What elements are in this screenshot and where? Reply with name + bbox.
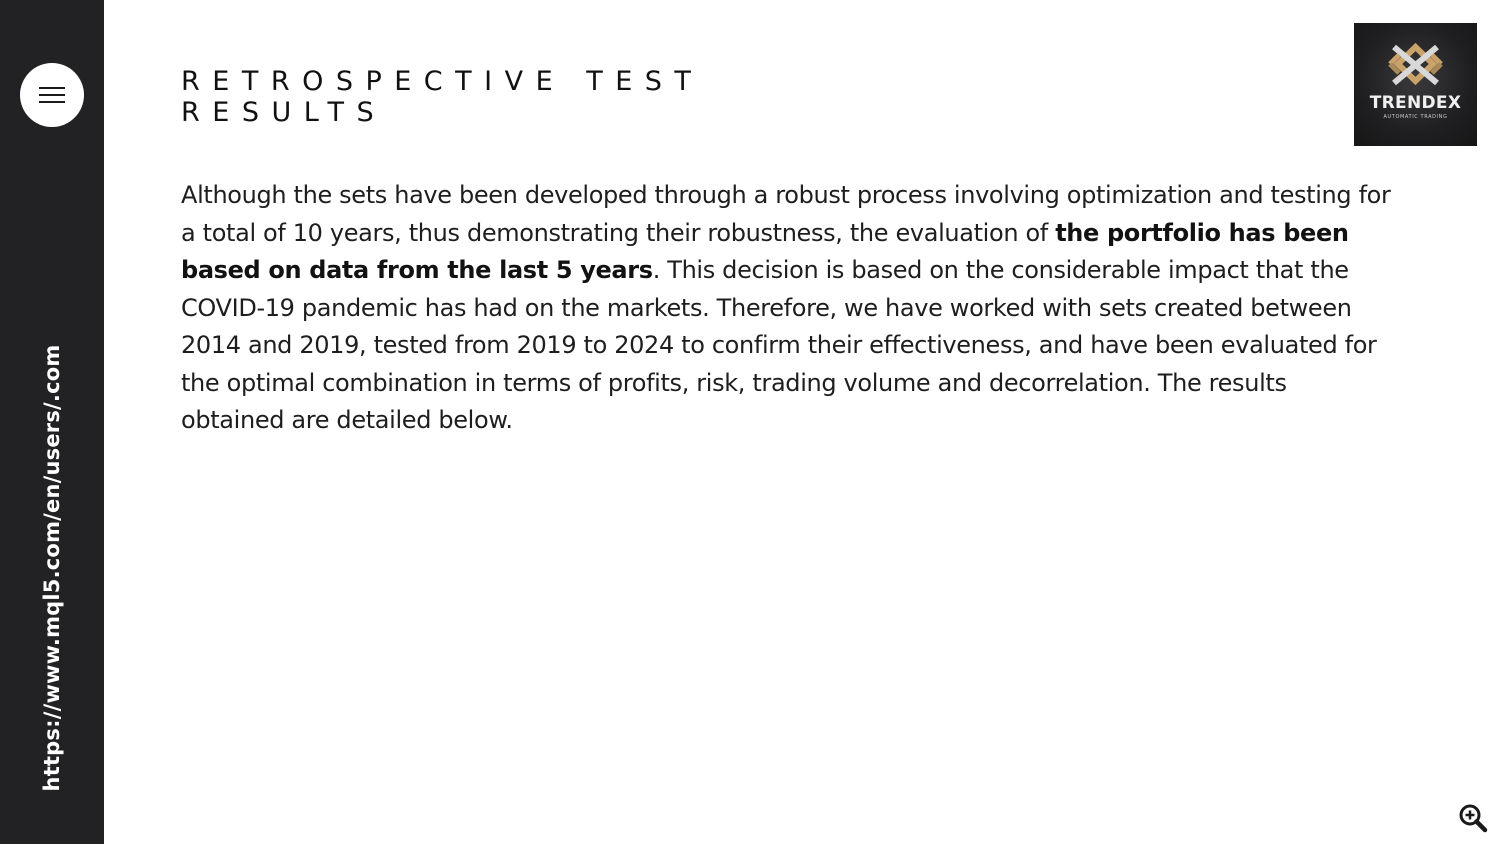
- trendex-logo: [1354, 23, 1477, 146]
- logo-name: TRENDEX: [1369, 93, 1462, 113]
- sidebar: [0, 0, 104, 844]
- paragraph-intro: Although the sets have been developed through a robust process involving optimization and testing for a total of 10 years, thus demonstrating their robustness, the evaluation of: [181, 181, 1391, 247]
- slide-paragraph: [181, 177, 1396, 440]
- slide-title: RETROSPECTIVE TEST RESULTS: [181, 66, 704, 128]
- zoom-in-icon: [1457, 802, 1489, 834]
- menu-button[interactable]: [20, 63, 84, 127]
- paragraph-highlight: the portfolio has been based on data from the last 5 years: [181, 218, 1349, 284]
- diamond-emblem-icon: [1354, 23, 1477, 146]
- hamburger-menu-icon: [38, 84, 66, 106]
- zoom-button[interactable]: [1457, 802, 1489, 834]
- logo-tagline: AUTOMATIC TRADING: [1383, 114, 1448, 120]
- paragraph-rest: . This decision is based on the considerable impact that the COVID-19 pandemic has had on the markets. Therefore, we have worked with sets created between 2014 and 2019, tested from 2019 to 2024 to confirm their effectiveness, and have been evaluated for the optimal combination in terms of profits, risk, trading volume and decorrelation. The results obtained are detailed below.: [181, 256, 1377, 434]
- profile-link[interactable]: https://www.mql5.com/en/users/.com: [40, 344, 64, 792]
